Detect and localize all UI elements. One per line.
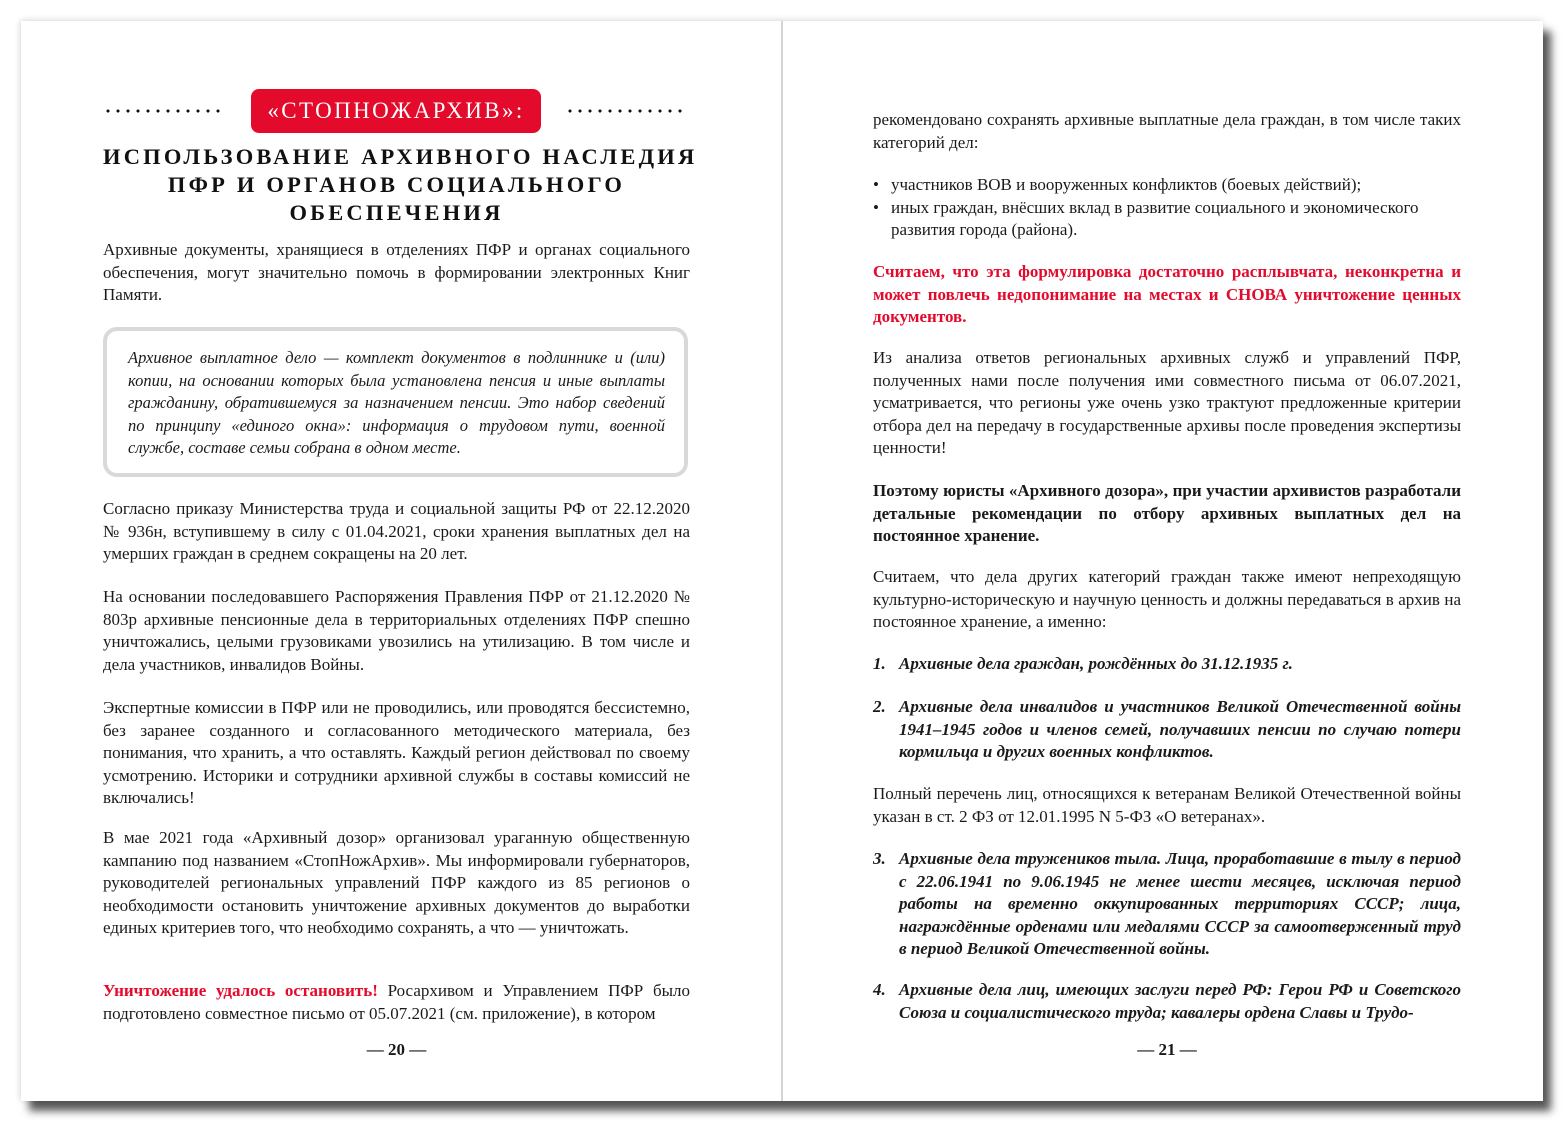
list-item-text: иных граждан, внёсших вклад в развитие социального и экономического развития города (района).: [891, 197, 1419, 239]
analysis-paragraph: Из анализа ответов региональных архивных служб и управлений ПФР, полученных нами после получения ими совместного письма от 06.07.2021, усматривается, что регионы уже очень узко трактуют предложенные критерии отбора дел на передачу в государственные архивы после проведения экспертизы ценности!: [873, 348, 1461, 457]
item-number: 2.: [873, 697, 886, 716]
section-label-badge: «СТОПНОЖАРХИВ»:: [251, 89, 541, 133]
bullet-list: [873, 174, 1461, 242]
list-item: [873, 197, 1461, 242]
left-page: [103, 21, 698, 1101]
paragraph-order-803r: На основании последовавшего Распоряжения Правления ПФР от 21.12.2020 № 803р архивные пенсионные дела в территориальных отделениях ПФР спешно уничтожались, целыми грузовиками увозились на утилизацию. В том числе и дела участников, инвалидов Войны.: [103, 587, 690, 674]
page-number-right: — 21 —: [1137, 1040, 1197, 1059]
page-title: [103, 143, 698, 227]
paragraph-order-936n: Согласно приказу Министерства труда и социальной защиты РФ от 22.12.2020 № 936н, вступившему в силу с 01.04.2021, сроки хранения выплатных дел на умерших граждан в среднем сокращены на 20 лет.: [103, 499, 690, 563]
paragraph-destruction-stopped: [103, 980, 690, 1025]
paragraph-expert-commissions: Экспертные комиссии в ПФР или не проводились, или проводятся бессистемно, без заранее созданного и согласованного методического материала, без понимания, что хранить, а что оставлять. Каждый регион действовал по своему усмотрению. Историки и сотрудники архивной службы в составы комиссий не включались!: [103, 698, 690, 807]
title-line: ПФР И ОРГАНОВ СОЦИАЛЬНОГО: [167, 172, 626, 197]
item-number: 4.: [873, 980, 886, 999]
title-line: ОБЕСПЕЧЕНИЯ: [289, 200, 504, 225]
list-item: [873, 174, 1461, 197]
definition-text: Архивное выплатное дело — комплект документов в подлиннике и (или) копии, на основании которых была установлена пенсия и иные выплаты гражданину, обратившемуся за назначением пенсии. Это набор сведений по принципу «единого окна»: информация о трудовом пути, военной службе, составе семьи собрана в одном месте.: [128, 348, 665, 457]
page-number-left: — 20 —: [366, 1040, 427, 1059]
dotted-leader-right: [565, 109, 685, 113]
list-item-text: участников ВОВ и вооруженных конфликтов (боевых действий);: [891, 175, 1362, 194]
numbered-item-4: [873, 979, 1461, 1024]
bold-statement: Поэтому юристы «Архивного дозора», при участии архивистов разработали детальные рекомендации по отбору архивных выплатных дел на постоянное хранение.: [873, 481, 1461, 545]
numbered-item-2: [873, 696, 1461, 764]
intro-paragraph: Архивные документы, хранящиеся в отделениях ПФР и органах социального обеспечения, могут значительно помочь в формировании электронных Книг Памяти.: [103, 240, 690, 304]
continuation-paragraph: рекомендовано сохранять архивные выплатные дела граждан, в том числе таких категорий дел:: [873, 110, 1461, 152]
veterans-note: Полный перечень лиц, относящихся к ветеранам Великой Отечественной войны указан в ст. 2 ФЗ от 12.01.1995 N 5-ФЗ «О ветеранах».: [873, 784, 1461, 826]
paragraph-campaign: В мае 2021 года «Архивный дозор» организовал ураганную общественную кампанию под названием «СтопНожАрхив». Мы информировали губернаторов, руководителей региональных управлений ПФР каждого из 85 регионов о необходимости остановить уничтожение архивных документов до выработки единых критериев того, что необходимо сохранять, а что — уничтожать.: [103, 828, 690, 937]
red-statement: Считаем, что эта формулировка достаточно расплывчата, неконкретна и может повлечь недопонимание на местах и СНОВА уничтожение ценных документов.: [873, 262, 1461, 326]
item-text: Архивные дела граждан, рождённых до 31.12.1935 г.: [899, 654, 1293, 673]
book-spread: [21, 21, 1543, 1101]
item-text: Архивные дела лиц, имеющих заслуги перед РФ: Герои РФ и Советского Союза и социалистического труда; кавалеры ордена Славы и Трудо-: [899, 980, 1461, 1022]
paragraph-continuation: Росархивом и Управлением ПФР было подготовлено совместное письмо от 05.07.2021 (см. приложение), в котором: [103, 981, 690, 1023]
list-intro-paragraph: Считаем, что дела других категорий граждан также имеют непреходящую культурно-историческую и научную ценность и должны передаваться в архив на постоянное хранение, а именно:: [873, 567, 1461, 631]
numbered-item-1: [873, 653, 1461, 676]
title-row: [103, 89, 690, 133]
dotted-leader-left: [103, 109, 223, 113]
item-number: 3.: [873, 849, 886, 868]
item-text: Архивные дела тружеников тыла. Лица, проработавшие в тылу в период с 22.06.1941 по 9.06.1945 не менее шести месяцев, исключая период работы на временно оккупированных территориях СССР; лица, награждённые орденами или медалями СССР за самоотверженный труд в период Великой Отечественной войны.: [899, 849, 1461, 958]
bullet-icon: •: [873, 175, 879, 194]
item-text: Архивные дела инвалидов и участников Великой Отечественной войны 1941–1945 годов и членов семей, получавших пенсии по случаю потери кормильца и других военных конфликтов.: [899, 697, 1461, 761]
right-page: [873, 21, 1461, 1101]
item-number: 1.: [873, 654, 886, 673]
title-line: ИСПОЛЬЗОВАНИЕ АРХИВНОГО НАСЛЕДИЯ: [103, 144, 698, 169]
bullet-icon: •: [873, 197, 879, 217]
highlight-destruction-stopped: Уничтожение удалось остановить!: [103, 981, 378, 1000]
numbered-item-3: [873, 848, 1461, 961]
gutter-divider: [781, 21, 783, 1101]
definition-callout: [103, 327, 688, 477]
